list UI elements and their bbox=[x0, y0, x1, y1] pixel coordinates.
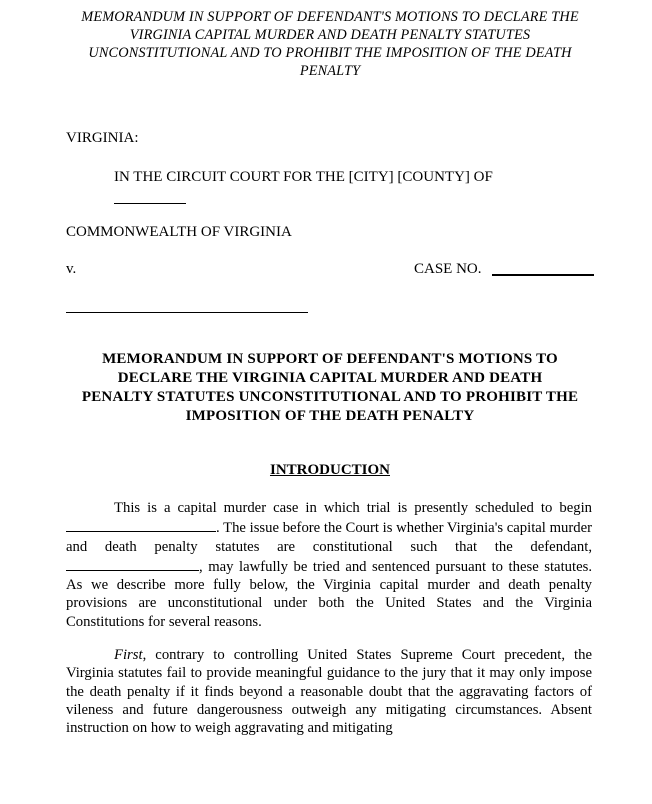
trial-date-blank bbox=[66, 517, 216, 532]
caption-party: COMMONWEALTH OF VIRGINIA bbox=[66, 224, 292, 240]
title-line-3: PENALTY STATUTES UNCONSTITUTIONAL AND TO PROHIBIT THE bbox=[81, 389, 579, 405]
defendant-blank bbox=[66, 556, 199, 571]
title-line-2: DECLARE THE VIRGINIA CAPITAL MURDER AND DEATH bbox=[117, 370, 543, 386]
para1-text-c: , may lawfully be tried and sentenced pursuant to these statutes. As we describe more fully below, the Virginia capital murder and death penalty provisions are unconstitutional under both the United States and the Virginia Constitutions for several reasons. bbox=[66, 558, 592, 630]
title-line-1: MEMORANDUM IN SUPPORT OF DEFENDANT'S MOTIONS TO bbox=[102, 351, 558, 367]
introduction-paragraph-2 bbox=[66, 646, 592, 737]
para1-text-b: . The issue before the Court is whether Virginia's capital murder and death penalty statutes are constitutional such that the defendant, bbox=[66, 520, 592, 555]
introduction-paragraph-1 bbox=[66, 499, 592, 631]
para2-lead: First bbox=[114, 647, 143, 663]
document-title bbox=[60, 350, 600, 426]
defendant-name-blank bbox=[66, 312, 308, 313]
caption-state: VIRGINIA: bbox=[66, 130, 139, 146]
case-number-blank bbox=[492, 274, 594, 276]
running-header: MEMORANDUM IN SUPPORT OF DEFENDANT'S MOTIONS TO DECLARE THE VIRGINIA CAPITAL MURDER AND DEATH PENALTY STATUTES UNCONSTITUTIONAL AND TO PROHIBIT THE IMPOSITION OF THE DEATH PENALTY bbox=[81, 9, 579, 79]
title-line-4: IMPOSITION OF THE DEATH PENALTY bbox=[185, 408, 475, 424]
case-number-label: CASE NO. bbox=[414, 261, 482, 277]
caption-versus: v. bbox=[66, 261, 77, 277]
para1-text-a: This is a capital murder case in which trial is presently scheduled to begin bbox=[114, 500, 592, 516]
court-locality-blank bbox=[114, 203, 186, 204]
introduction-heading: INTRODUCTION bbox=[269, 462, 390, 478]
para2-text: , contrary to controlling United States Supreme Court precedent, the Virginia statutes fail to provide meaningful guidance to the jury that it may only impose the death penalty if it finds beyond a reasonable doubt that the aggravating factors of vileness and future dangerousness outweigh any mitigating circumstances. Absent instruction on how to weigh aggravating and mitigating bbox=[66, 647, 592, 737]
caption-court: IN THE CIRCUIT COURT FOR THE [CITY] [COUNTY] OF bbox=[114, 169, 493, 185]
